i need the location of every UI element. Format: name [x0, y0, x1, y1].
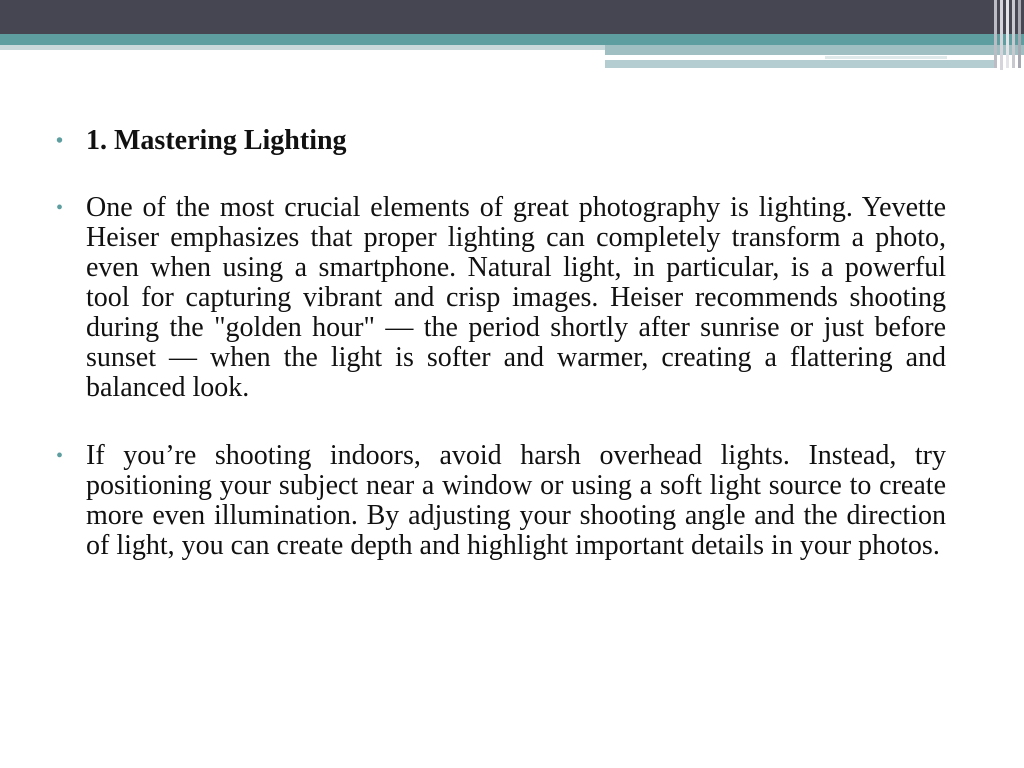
header-vertical-stripe: [1006, 0, 1009, 68]
bullet-text: If you’re shooting indoors, avoid harsh overhead lights. Instead, try positioning your subject near a window or using a soft light source to create more even illumination. By adjusting your shooting angle and the direction of light, you can create depth and highlight important details in your photos.: [86, 440, 946, 561]
header-vertical-stripe: [994, 0, 997, 68]
bullet-paragraph: [56, 193, 946, 403]
bullet-icon: •: [56, 197, 64, 219]
bullet-heading: [56, 126, 946, 156]
bullet-icon: •: [56, 130, 64, 152]
header-accent-bar: [605, 45, 1024, 55]
bullet-paragraph: [56, 441, 946, 561]
bullet-icon: •: [56, 445, 64, 467]
header-accent-bar: [605, 60, 995, 68]
header-accent-bar: [825, 56, 947, 59]
header-band-teal: [0, 34, 1024, 45]
header-vertical-stripe: [1018, 0, 1021, 68]
header-band-light: [0, 45, 605, 50]
header-vertical-stripe: [1000, 0, 1003, 70]
header-vertical-stripe: [1012, 0, 1015, 68]
bullet-text: One of the most crucial elements of great photography is lighting. Yevette Heiser emphasizes that proper lighting can completely transform a photo, even when using a smartphone. Natural light, in particular, is a powerful tool for capturing vibrant and crisp images. Heiser recommends shooting during the "golden hour" — the period shortly after sunrise or just before sunset — when the light is softer and warmer, creating a flattering and balanced look.: [86, 192, 946, 403]
slide-content: [56, 126, 946, 599]
header-band-dark: [0, 0, 1024, 34]
bullet-text: 1. Mastering Lighting: [86, 125, 347, 156]
